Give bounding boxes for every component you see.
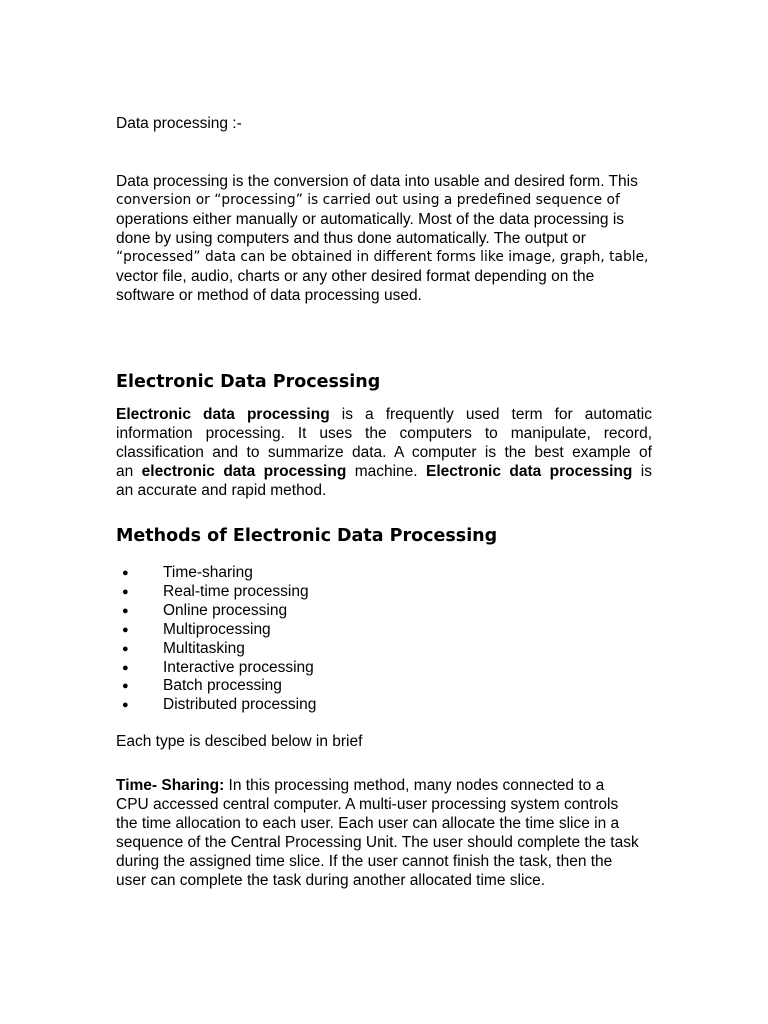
methods-list-item [116,677,316,696]
describe-note: Each type is descibed below in brief [116,733,363,750]
intro-line: “processed” data can be obtained in different forms like image, graph, table, [116,249,649,265]
intro-line: operations either manually or automatically. Most of the data processing is [116,211,625,228]
methods-item-label: Batch processing [163,677,282,695]
methods-item-label: Interactive processing [163,658,314,676]
intro-line: Data processing is the conversion of data into usable and desired form. This [116,173,638,190]
methods-list-item [116,696,316,715]
intro-line: software or method of data processing used. [116,287,422,304]
methods-list-item [116,602,316,621]
methods-item-label: Multitasking [163,639,245,657]
bullet-icon: ● [122,623,129,636]
edp-text: an [116,463,142,480]
time-sharing-label: Time- Sharing: [116,777,225,794]
methods-list-item [116,621,316,640]
edp-heading: Electronic Data Processing [116,372,381,392]
document-title: Data processing :- [116,115,242,132]
methods-item-label: Distributed processing [163,696,317,714]
time-sharing-line: sequence of the Central Processing Unit. The user should complete the task [116,834,639,851]
edp-text: machine. [346,463,427,480]
edp-line: an accurate and rapid method. [116,482,327,499]
edp-line: classification and to summarize data. A computer is the best example of [116,444,652,461]
bullet-icon: ● [122,642,129,655]
methods-heading: Methods of Electronic Data Processing [116,526,498,546]
time-sharing-line [116,776,652,795]
time-sharing-line: CPU accessed central computer. A multi-user processing system controls [116,796,619,813]
intro-line: vector file, audio, charts or any other desired format depending on the [116,268,595,285]
edp-line: information processing. It uses the computers to manipulate, record, [116,425,652,442]
bullet-icon: ● [122,680,129,693]
methods-list-item [116,640,316,659]
methods-item-label: Time-sharing [163,564,253,581]
intro-paragraph [116,172,652,305]
time-sharing-line: during the assigned time slice. If the user cannot finish the task, then the [116,853,613,870]
edp-line [116,462,652,481]
edp-text: is [632,463,652,480]
methods-item-label: Real-time processing [163,582,309,600]
edp-paragraph [116,405,652,500]
time-sharing-line: the time allocation to each user. Each user can allocate the time slice in a [116,815,620,832]
edp-text: is a frequently used term for automatic [329,406,652,423]
methods-item-label: Online processing [163,601,288,619]
edp-term: Electronic data processing [116,406,330,423]
methods-list-item [116,583,316,602]
methods-list-item [116,564,316,583]
edp-term: electronic data processing [141,463,347,480]
bullet-icon: ● [122,661,129,674]
methods-list-item [116,659,316,678]
bullet-icon: ● [122,604,129,617]
edp-term: Electronic data processing [426,463,633,480]
bullet-icon: ● [122,567,129,579]
time-sharing-paragraph [116,776,652,890]
methods-list [116,564,316,715]
edp-line [116,405,652,424]
methods-item-label: Multiprocessing [163,620,271,638]
intro-line: conversion or “processing” is carried out using a predefined sequence of [116,192,620,208]
bullet-icon: ● [122,585,129,598]
intro-line: done by using computers and thus done automatically. The output or [116,230,586,247]
time-sharing-line: user can complete the task during another allocated time slice. [116,872,546,889]
bullet-icon: ● [122,699,129,712]
time-sharing-text: In this processing method, many nodes connected to a [224,777,605,794]
